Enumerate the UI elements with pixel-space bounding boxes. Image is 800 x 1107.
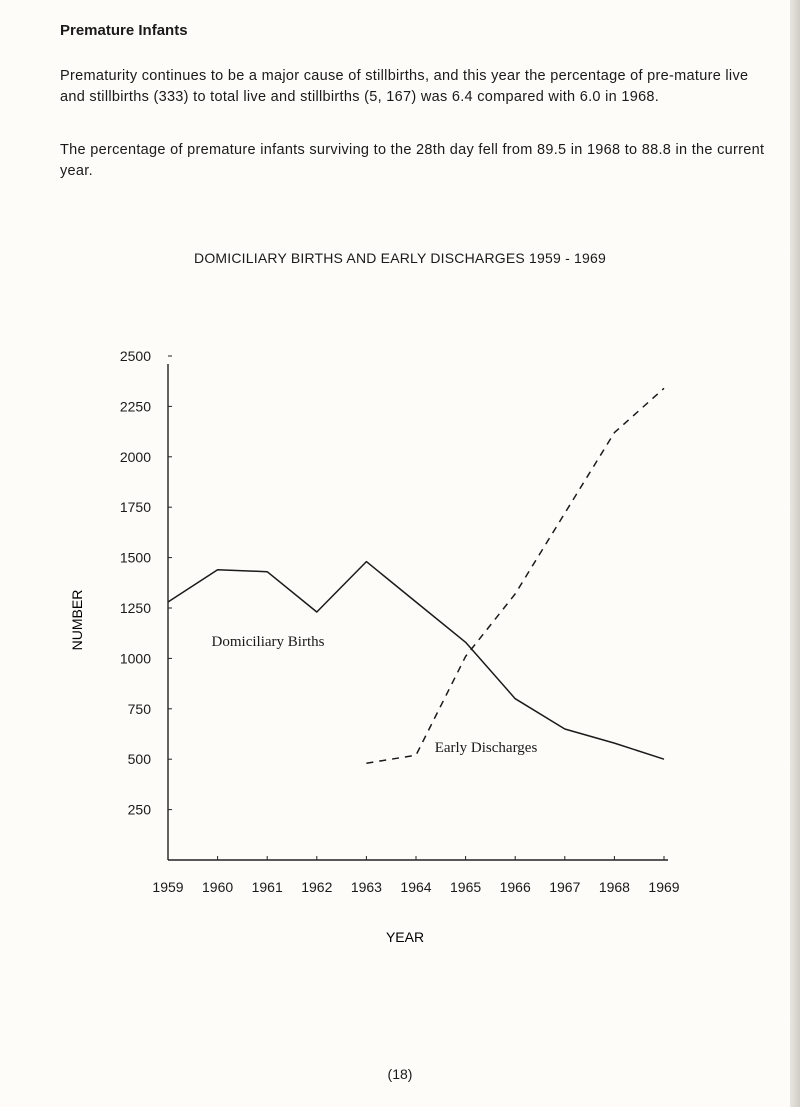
paragraph-survival: The percentage of premature infants surviving to the 28th day fell from 89.5 in 1968 to 88.8 in the current year. [60, 142, 765, 179]
paragraph-prematurity: Prematurity continues to be a major cause of stillbirths, and this year the percentage of pre-mature live and stillbirths (333) to total live and stillbirths (5, 167) was 6.4 compared with 6.0 in 1968. [60, 68, 749, 105]
x-tick-label: 1960 [202, 879, 234, 895]
y-tick-label: 750 [127, 700, 151, 717]
y-tick-label: 1000 [119, 650, 151, 667]
y-tick-label: 1500 [119, 549, 151, 566]
x-axis-label: YEAR [385, 929, 425, 945]
x-tick-label: 1959 [152, 879, 184, 895]
x-tick-label: 1964 [400, 879, 432, 895]
series-line-early-discharges [366, 388, 664, 763]
page-number: (18) [387, 1066, 413, 1082]
series-annotation: Early Discharges [434, 740, 538, 756]
y-axis-label: NUMBER [69, 589, 85, 651]
x-tick-label: 1965 [450, 879, 482, 895]
x-tick-label: 1962 [301, 879, 333, 895]
y-tick-label: 2000 [119, 448, 151, 465]
x-tick-label: 1961 [251, 879, 283, 895]
y-tick-label: 1750 [119, 499, 151, 516]
x-tick-label: 1969 [648, 879, 680, 895]
y-tick-label: 2500 [119, 348, 151, 364]
x-tick-label: 1967 [549, 879, 581, 895]
chart-title: DOMICILIARY BIRTHS AND EARLY DISCHARGES 1959 - 1969 [194, 250, 606, 266]
series-line-domiciliary-births [168, 562, 664, 760]
section-heading: Premature Infants [60, 22, 188, 39]
x-tick-label: 1963 [350, 879, 382, 895]
y-tick-label: 2250 [119, 398, 151, 415]
y-tick-label: 250 [127, 801, 151, 818]
y-tick-label: 500 [127, 751, 151, 768]
x-tick-label: 1968 [598, 879, 630, 895]
y-tick-label: 1250 [119, 600, 151, 616]
x-tick-label: 1966 [499, 879, 531, 895]
page-edge-shadow [790, 0, 800, 1107]
series-annotation: Domiciliary Births [211, 634, 325, 650]
